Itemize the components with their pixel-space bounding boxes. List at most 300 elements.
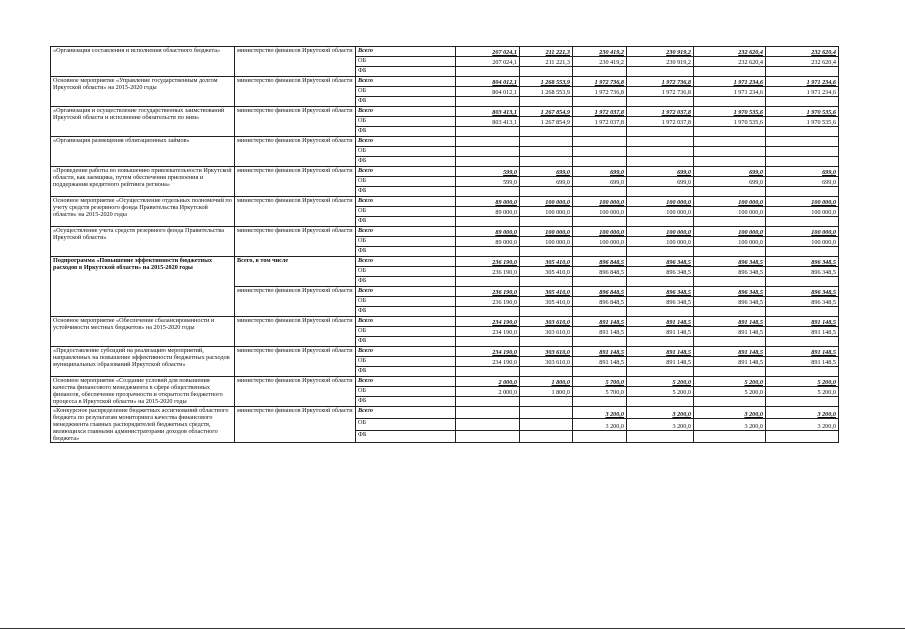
year-value <box>520 307 573 317</box>
year-value: 207 024,1 <box>456 57 520 67</box>
activity-name: «Конкурсное распределение бюджетных ассигнований областного бюджета по результатам мониторинга качества финансового менеджмента главных распорядителей бюджетных средств, являющихся главными администраторами доходов областного бюджета» <box>51 407 235 443</box>
year-value <box>520 397 573 407</box>
year-value: 89 000,0 <box>456 207 520 217</box>
year-value: 1 970 535,6 <box>766 117 839 127</box>
year-value: 699,0 <box>627 177 694 187</box>
year-value: 896 348,5 <box>627 257 694 267</box>
table-row <box>51 347 839 357</box>
funding-source: Всего <box>356 167 456 177</box>
activity-name: «Организация размещения облигационных займов» <box>51 137 235 167</box>
year-value <box>766 307 839 317</box>
year-value <box>766 247 839 257</box>
activity-name: «Организация составления и исполнения областного бюджета» <box>51 47 235 77</box>
funding-source: Всего <box>356 377 456 387</box>
year-value: 100 000,0 <box>627 207 694 217</box>
year-value: 699,0 <box>627 167 694 177</box>
funding-source: ФБ <box>356 97 456 107</box>
year-value <box>520 147 573 157</box>
year-value: 1 972 736,8 <box>573 77 627 87</box>
funding-source: Всего <box>356 407 456 419</box>
year-value: 891 148,5 <box>573 347 627 357</box>
year-value: 100 000,0 <box>520 237 573 247</box>
funding-source: ОБ <box>356 387 456 397</box>
year-value <box>573 277 627 287</box>
year-value: 5 200,0 <box>627 387 694 397</box>
year-value: 1 971 234,6 <box>766 87 839 97</box>
year-value: 100 000,0 <box>627 197 694 207</box>
year-value <box>766 147 839 157</box>
year-value: 891 148,5 <box>627 327 694 337</box>
year-value: 230 419,2 <box>573 47 627 57</box>
year-value: 5 200,0 <box>694 377 766 387</box>
year-value: 896 848,5 <box>573 287 627 297</box>
year-value <box>456 67 520 77</box>
year-value <box>456 407 520 419</box>
year-value: 232 620,4 <box>766 57 839 67</box>
year-value: 1 972 037,8 <box>627 107 694 117</box>
year-value <box>520 187 573 197</box>
year-value: 1 268 553,9 <box>520 77 573 87</box>
year-value <box>627 127 694 137</box>
year-value <box>520 337 573 347</box>
year-value <box>520 407 573 419</box>
activity-name: Основное мероприятие «Управление государственным долгом Иркутской области» на 2015-2020 годы <box>51 77 235 107</box>
year-value: 1 800,0 <box>520 377 573 387</box>
year-value: 1 972 736,8 <box>627 77 694 87</box>
funding-source: ФБ <box>356 431 456 443</box>
year-value: 1 972 736,8 <box>627 87 694 97</box>
year-value <box>694 431 766 443</box>
funding-source: ФБ <box>356 157 456 167</box>
year-value <box>694 217 766 227</box>
year-value: 232 620,4 <box>766 47 839 57</box>
year-value: 234 190,0 <box>456 357 520 367</box>
year-value: 896 348,5 <box>766 287 839 297</box>
year-value <box>627 337 694 347</box>
year-value: 804 012,1 <box>456 87 520 97</box>
year-value <box>694 307 766 317</box>
year-value: 230 419,2 <box>573 57 627 67</box>
year-value: 3 200,0 <box>766 419 839 431</box>
year-value <box>627 137 694 147</box>
year-value <box>766 217 839 227</box>
year-value: 896 348,5 <box>766 257 839 267</box>
year-value <box>456 137 520 147</box>
year-value: 1 972 037,8 <box>627 117 694 127</box>
year-value <box>694 97 766 107</box>
year-value: 699,0 <box>520 167 573 177</box>
year-value: 236 190,0 <box>456 267 520 277</box>
year-value: 303 610,0 <box>520 347 573 357</box>
year-value: 100 000,0 <box>520 197 573 207</box>
page-bottom-rule <box>0 628 905 629</box>
year-value: 100 000,0 <box>573 227 627 237</box>
year-value: 3 200,0 <box>573 419 627 431</box>
year-value: 699,0 <box>694 177 766 187</box>
year-value: 699,0 <box>766 177 839 187</box>
activity-name: «Осуществление учета средств резервного фонда Правительства Иркутской области» <box>51 227 235 257</box>
year-value: 234 190,0 <box>456 327 520 337</box>
year-value: 896 348,5 <box>627 287 694 297</box>
year-value <box>694 137 766 147</box>
year-value: 5 200,0 <box>766 387 839 397</box>
funding-source: Всего <box>356 317 456 327</box>
year-value: 234 190,0 <box>456 317 520 327</box>
activity-name: «Проведение работы по повышению привлекательности Иркутской области, как заемщика, путем обеспечения присвоения и поддержания кредитного рейтинга региона» <box>51 167 235 197</box>
activity-name: Основное мероприятие «Осуществление отдельных полномочий по учету средств резервного фонда Правительства Иркутской области» на 2015-2020 годы <box>51 197 235 227</box>
year-value: 699,0 <box>694 167 766 177</box>
year-value <box>766 97 839 107</box>
table-row <box>51 107 839 117</box>
year-value <box>694 127 766 137</box>
funding-source: ФБ <box>356 397 456 407</box>
year-value: 1 972 037,8 <box>573 117 627 127</box>
year-value: 1 972 736,8 <box>573 87 627 97</box>
year-value: 896 848,5 <box>573 257 627 267</box>
year-value: 230 919,2 <box>627 47 694 57</box>
year-value <box>520 127 573 137</box>
year-value: 1 267 854,9 <box>520 107 573 117</box>
year-value: 599,0 <box>456 177 520 187</box>
year-value: 303 610,0 <box>520 317 573 327</box>
funding-source: ОБ <box>356 267 456 277</box>
year-value <box>456 187 520 197</box>
year-value <box>627 397 694 407</box>
year-value <box>520 367 573 377</box>
year-value: 1 971 234,6 <box>694 77 766 87</box>
year-value <box>627 277 694 287</box>
year-value <box>694 247 766 257</box>
year-value <box>456 307 520 317</box>
year-value: 5 200,0 <box>766 377 839 387</box>
year-value: 5 700,0 <box>573 377 627 387</box>
table-row <box>51 77 839 87</box>
funding-source: ОБ <box>356 207 456 217</box>
year-value <box>520 217 573 227</box>
table-row <box>51 47 839 57</box>
table-row <box>51 167 839 177</box>
year-value <box>694 277 766 287</box>
funding-source: ОБ <box>356 177 456 187</box>
year-value <box>520 67 573 77</box>
responsible-executor: министерство финансов Иркутской области <box>235 287 356 317</box>
funding-source: ФБ <box>356 367 456 377</box>
year-value <box>627 157 694 167</box>
year-value: 699,0 <box>573 177 627 187</box>
year-value: 699,0 <box>573 167 627 177</box>
responsible-executor: министерство финансов Иркутской области <box>235 47 356 77</box>
year-value <box>456 127 520 137</box>
funding-source: ФБ <box>356 67 456 77</box>
year-value <box>694 187 766 197</box>
year-value <box>694 337 766 347</box>
year-value: 3 200,0 <box>694 419 766 431</box>
funding-source: ФБ <box>356 247 456 257</box>
year-value: 100 000,0 <box>694 227 766 237</box>
year-value: 896 348,5 <box>694 267 766 277</box>
year-value <box>627 67 694 77</box>
year-value: 100 000,0 <box>627 227 694 237</box>
year-value <box>573 247 627 257</box>
year-value: 803 413,1 <box>456 107 520 117</box>
year-value <box>627 367 694 377</box>
year-value <box>694 367 766 377</box>
year-value: 896 348,5 <box>766 267 839 277</box>
funding-source: ФБ <box>356 307 456 317</box>
year-value: 891 148,5 <box>766 347 839 357</box>
year-value: 236 190,0 <box>456 257 520 267</box>
year-value: 232 620,4 <box>694 47 766 57</box>
year-value: 3 200,0 <box>573 407 627 419</box>
year-value: 305 410,0 <box>520 287 573 297</box>
year-value: 2 000,0 <box>456 387 520 397</box>
responsible-executor: министерство финансов Иркутской области <box>235 347 356 377</box>
responsible-executor: министерство финансов Иркутской области <box>235 227 356 257</box>
year-value: 1 267 854,9 <box>520 117 573 127</box>
year-value <box>573 67 627 77</box>
year-value <box>766 67 839 77</box>
funding-source: ОБ <box>356 297 456 307</box>
year-value: 89 000,0 <box>456 227 520 237</box>
year-value <box>766 367 839 377</box>
year-value <box>627 187 694 197</box>
funding-source: ФБ <box>356 127 456 137</box>
responsible-executor: Всего, в том числе <box>235 257 356 287</box>
year-value <box>766 397 839 407</box>
year-value <box>456 397 520 407</box>
year-value: 896 348,5 <box>627 297 694 307</box>
table-row <box>51 137 839 147</box>
year-value: 891 148,5 <box>573 317 627 327</box>
year-value: 1 800,0 <box>520 387 573 397</box>
year-value <box>627 217 694 227</box>
funding-source: ФБ <box>356 277 456 287</box>
activity-name: «Предоставление субсидий на реализацию мероприятий, направленных на повышение эффективности бюджетных расходов муниципальных образований Иркутской области» <box>51 347 235 377</box>
year-value: 100 000,0 <box>766 227 839 237</box>
year-value <box>573 157 627 167</box>
responsible-executor: министерство финансов Иркутской области <box>235 317 356 347</box>
year-value <box>573 147 627 157</box>
funding-source: Всего <box>356 227 456 237</box>
year-value <box>456 337 520 347</box>
year-value: 896 348,5 <box>694 297 766 307</box>
year-value <box>520 97 573 107</box>
year-value: 1 972 037,8 <box>573 107 627 117</box>
funding-source: ОБ <box>356 147 456 157</box>
year-value <box>766 277 839 287</box>
year-value <box>573 431 627 443</box>
year-value <box>573 307 627 317</box>
year-value <box>627 307 694 317</box>
table-row <box>51 317 839 327</box>
year-value: 303 610,0 <box>520 357 573 367</box>
funding-source: Всего <box>356 347 456 357</box>
year-value: 5 200,0 <box>694 387 766 397</box>
year-value <box>627 247 694 257</box>
year-value <box>456 277 520 287</box>
funding-source: ФБ <box>356 217 456 227</box>
year-value: 305 410,0 <box>520 257 573 267</box>
year-value: 100 000,0 <box>573 237 627 247</box>
year-value: 891 148,5 <box>694 347 766 357</box>
funding-source: ОБ <box>356 117 456 127</box>
funding-source: ОБ <box>356 357 456 367</box>
responsible-executor: министерство финансов Иркутской области <box>235 377 356 407</box>
year-value <box>573 397 627 407</box>
year-value <box>456 419 520 431</box>
year-value: 891 148,5 <box>573 357 627 367</box>
year-value: 230 919,2 <box>627 57 694 67</box>
year-value: 804 012,1 <box>456 77 520 87</box>
year-value: 3 200,0 <box>627 407 694 419</box>
responsible-executor: министерство финансов Иркутской области <box>235 107 356 137</box>
funding-source: Всего <box>356 107 456 117</box>
funding-source: ОБ <box>356 57 456 67</box>
year-value: 5 200,0 <box>627 377 694 387</box>
year-value <box>627 431 694 443</box>
year-value <box>573 217 627 227</box>
year-value: 100 000,0 <box>766 197 839 207</box>
year-value: 803 413,1 <box>456 117 520 127</box>
year-value: 1 268 553,9 <box>520 87 573 97</box>
table-row <box>51 407 839 419</box>
year-value <box>456 147 520 157</box>
year-value <box>520 431 573 443</box>
year-value: 100 000,0 <box>766 207 839 217</box>
year-value: 891 148,5 <box>694 357 766 367</box>
year-value: 232 620,4 <box>694 57 766 67</box>
year-value: 1 970 535,6 <box>694 117 766 127</box>
year-value <box>766 337 839 347</box>
year-value: 1 970 535,6 <box>694 107 766 117</box>
year-value: 5 700,0 <box>573 387 627 397</box>
year-value <box>456 157 520 167</box>
year-value <box>766 157 839 167</box>
responsible-executor: министерство финансов Иркутской области <box>235 137 356 167</box>
table-row <box>51 197 839 207</box>
funding-source: ОБ <box>356 87 456 97</box>
year-value <box>456 217 520 227</box>
responsible-executor: министерство финансов Иркутской области <box>235 167 356 197</box>
year-value: 236 190,0 <box>456 297 520 307</box>
year-value <box>627 147 694 157</box>
year-value: 100 000,0 <box>520 227 573 237</box>
funding-source: Всего <box>356 197 456 207</box>
year-value <box>456 431 520 443</box>
year-value: 896 348,5 <box>694 287 766 297</box>
year-value: 3 200,0 <box>694 407 766 419</box>
year-value: 100 000,0 <box>694 197 766 207</box>
year-value: 891 148,5 <box>627 357 694 367</box>
funding-source: ФБ <box>356 337 456 347</box>
year-value: 3 200,0 <box>766 407 839 419</box>
year-value <box>766 187 839 197</box>
year-value <box>573 367 627 377</box>
funding-source: ФБ <box>356 187 456 197</box>
year-value: 100 000,0 <box>766 237 839 247</box>
year-value: 211 221,3 <box>520 57 573 67</box>
funding-source: ОБ <box>356 237 456 247</box>
funding-source: Всего <box>356 47 456 57</box>
budget-table <box>50 46 839 443</box>
activity-name: Основное мероприятие «Создание условий для повышения качества финансового менеджмента в сфере общественных финансов, обеспечение прозрачности и открытости бюджетного процесса в Иркутской области» на 2015-2020 годы <box>51 377 235 407</box>
year-value: 89 000,0 <box>456 237 520 247</box>
year-value: 891 148,5 <box>627 317 694 327</box>
year-value: 305 410,0 <box>520 297 573 307</box>
responsible-executor: министерство финансов Иркутской области <box>235 197 356 227</box>
year-value: 100 000,0 <box>694 207 766 217</box>
year-value: 599,0 <box>456 167 520 177</box>
funding-source: Всего <box>356 137 456 147</box>
year-value: 236 190,0 <box>456 287 520 297</box>
year-value: 1 970 535,6 <box>766 107 839 117</box>
funding-source: Всего <box>356 257 456 267</box>
year-value: 896 848,5 <box>573 267 627 277</box>
year-value: 100 000,0 <box>694 237 766 247</box>
year-value <box>573 337 627 347</box>
year-value: 891 148,5 <box>766 357 839 367</box>
year-value <box>573 187 627 197</box>
year-value: 896 348,5 <box>627 267 694 277</box>
year-value <box>520 277 573 287</box>
year-value: 896 348,5 <box>694 257 766 267</box>
year-value <box>694 67 766 77</box>
year-value <box>694 147 766 157</box>
year-value <box>694 397 766 407</box>
year-value <box>456 367 520 377</box>
subprogram-name: Подпрограмма «Повышение эффективности бюджетных расходов в Иркутской области» на 2015-2020 годы <box>51 257 235 317</box>
year-value <box>520 157 573 167</box>
year-value: 699,0 <box>520 177 573 187</box>
funding-source: Всего <box>356 77 456 87</box>
year-value <box>520 419 573 431</box>
year-value <box>766 431 839 443</box>
year-value <box>573 137 627 147</box>
year-value: 896 348,5 <box>766 297 839 307</box>
responsible-executor: министерство финансов Иркутской области <box>235 77 356 107</box>
year-value: 699,0 <box>766 167 839 177</box>
year-value: 89 000,0 <box>456 197 520 207</box>
year-value: 891 148,5 <box>573 327 627 337</box>
year-value: 2 000,0 <box>456 377 520 387</box>
year-value: 207 024,1 <box>456 47 520 57</box>
table-row <box>51 377 839 387</box>
year-value: 234 190,0 <box>456 347 520 357</box>
year-value <box>520 247 573 257</box>
year-value: 100 000,0 <box>573 207 627 217</box>
responsible-executor: министерство финансов Иркутской области <box>235 407 356 443</box>
table-body <box>51 47 839 443</box>
funding-source: ОБ <box>356 327 456 337</box>
table-row <box>51 257 839 267</box>
table-row <box>51 227 839 237</box>
year-value: 211 221,3 <box>520 47 573 57</box>
year-value: 100 000,0 <box>520 207 573 217</box>
year-value: 303 610,0 <box>520 327 573 337</box>
year-value: 896 848,5 <box>573 297 627 307</box>
year-value <box>766 127 839 137</box>
year-value: 305 410,0 <box>520 267 573 277</box>
year-value <box>456 247 520 257</box>
year-value: 891 148,5 <box>694 327 766 337</box>
year-value: 100 000,0 <box>627 237 694 247</box>
funding-source: ОБ <box>356 419 456 431</box>
year-value <box>573 97 627 107</box>
year-value <box>627 97 694 107</box>
year-value: 891 148,5 <box>766 327 839 337</box>
activity-name: Основное мероприятие «Обеспечение сбалансированности и устойчивости местных бюджетов» на 2015-2020 годы <box>51 317 235 347</box>
year-value <box>573 127 627 137</box>
